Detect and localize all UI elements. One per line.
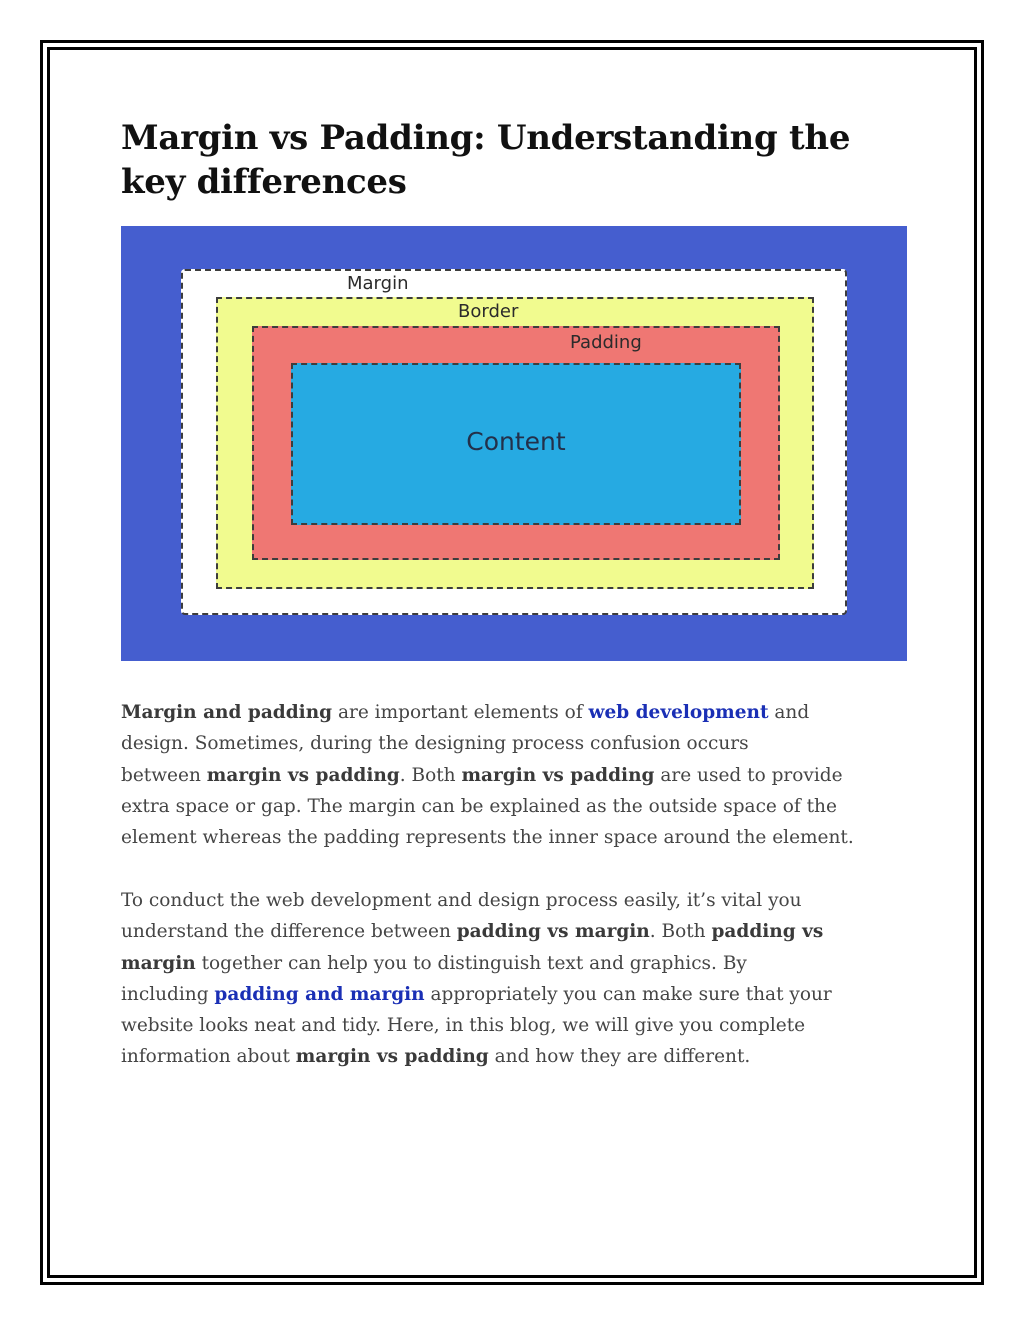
bold-text: margin vs padding [206, 764, 400, 786]
padding-and-margin-link[interactable]: padding and margin [214, 983, 425, 1005]
paragraph-line: To conduct the web development and design process easily, it’s vital you [121, 890, 802, 911]
paragraph-line: design. Sometimes, during the designing process confusion occurs [121, 733, 749, 755]
bold-text: padding vs margin [456, 921, 650, 943]
paragraph-line [121, 948, 891, 979]
border-label: Border [458, 301, 519, 322]
text-run: are used to provide [654, 764, 843, 786]
content-box [291, 363, 741, 525]
bold-text: margin vs padding [295, 1046, 489, 1068]
text-run: information about [121, 1046, 296, 1068]
margin-box [181, 269, 847, 615]
page-title-line-2: key differences [121, 162, 407, 202]
text-run: are important elements of [332, 702, 589, 723]
paragraph-line: website looks neat and tidy. Here, in this blog, we will give you complete [121, 1015, 806, 1037]
text-run: . Both [649, 921, 712, 943]
padding-label: Padding [570, 332, 642, 353]
intro-paragraph [121, 697, 891, 853]
page-title [121, 116, 921, 204]
page-title-line-1: Margin vs Padding: Understanding the [121, 118, 851, 158]
text-run: between [121, 764, 207, 786]
bold-text: Margin and padding [121, 702, 333, 723]
paragraph-line: extra space or gap. The margin can be explained as the outside space of the [121, 795, 837, 817]
padding-box [252, 326, 780, 560]
bold-text: margin vs padding [461, 764, 655, 786]
border-box [216, 297, 814, 589]
text-run: and [768, 702, 810, 723]
paragraph-line [121, 916, 891, 947]
box-model-diagram [121, 226, 907, 661]
content-label: Content [466, 427, 566, 456]
paragraph-line: element whereas the padding represents the inner space around the element. [121, 827, 854, 849]
text-run: together can help you to distinguish text and graphics. By [195, 952, 747, 974]
second-paragraph [121, 885, 891, 1073]
paragraph-line [121, 697, 891, 728]
web-development-link[interactable]: web development [588, 702, 769, 723]
text-run: including [121, 983, 215, 1005]
bold-text: padding vs [711, 921, 824, 943]
margin-label: Margin [347, 273, 409, 294]
text-run: and how they are different. [488, 1046, 751, 1068]
paragraph-line [121, 760, 891, 791]
bold-text: margin [121, 952, 196, 974]
paragraph-line [121, 979, 891, 1010]
text-run: . Both [399, 764, 462, 786]
text-run: appropriately you can make sure that your [424, 983, 832, 1005]
text-run: understand the difference between [121, 921, 457, 943]
paragraph-line [121, 1041, 891, 1072]
